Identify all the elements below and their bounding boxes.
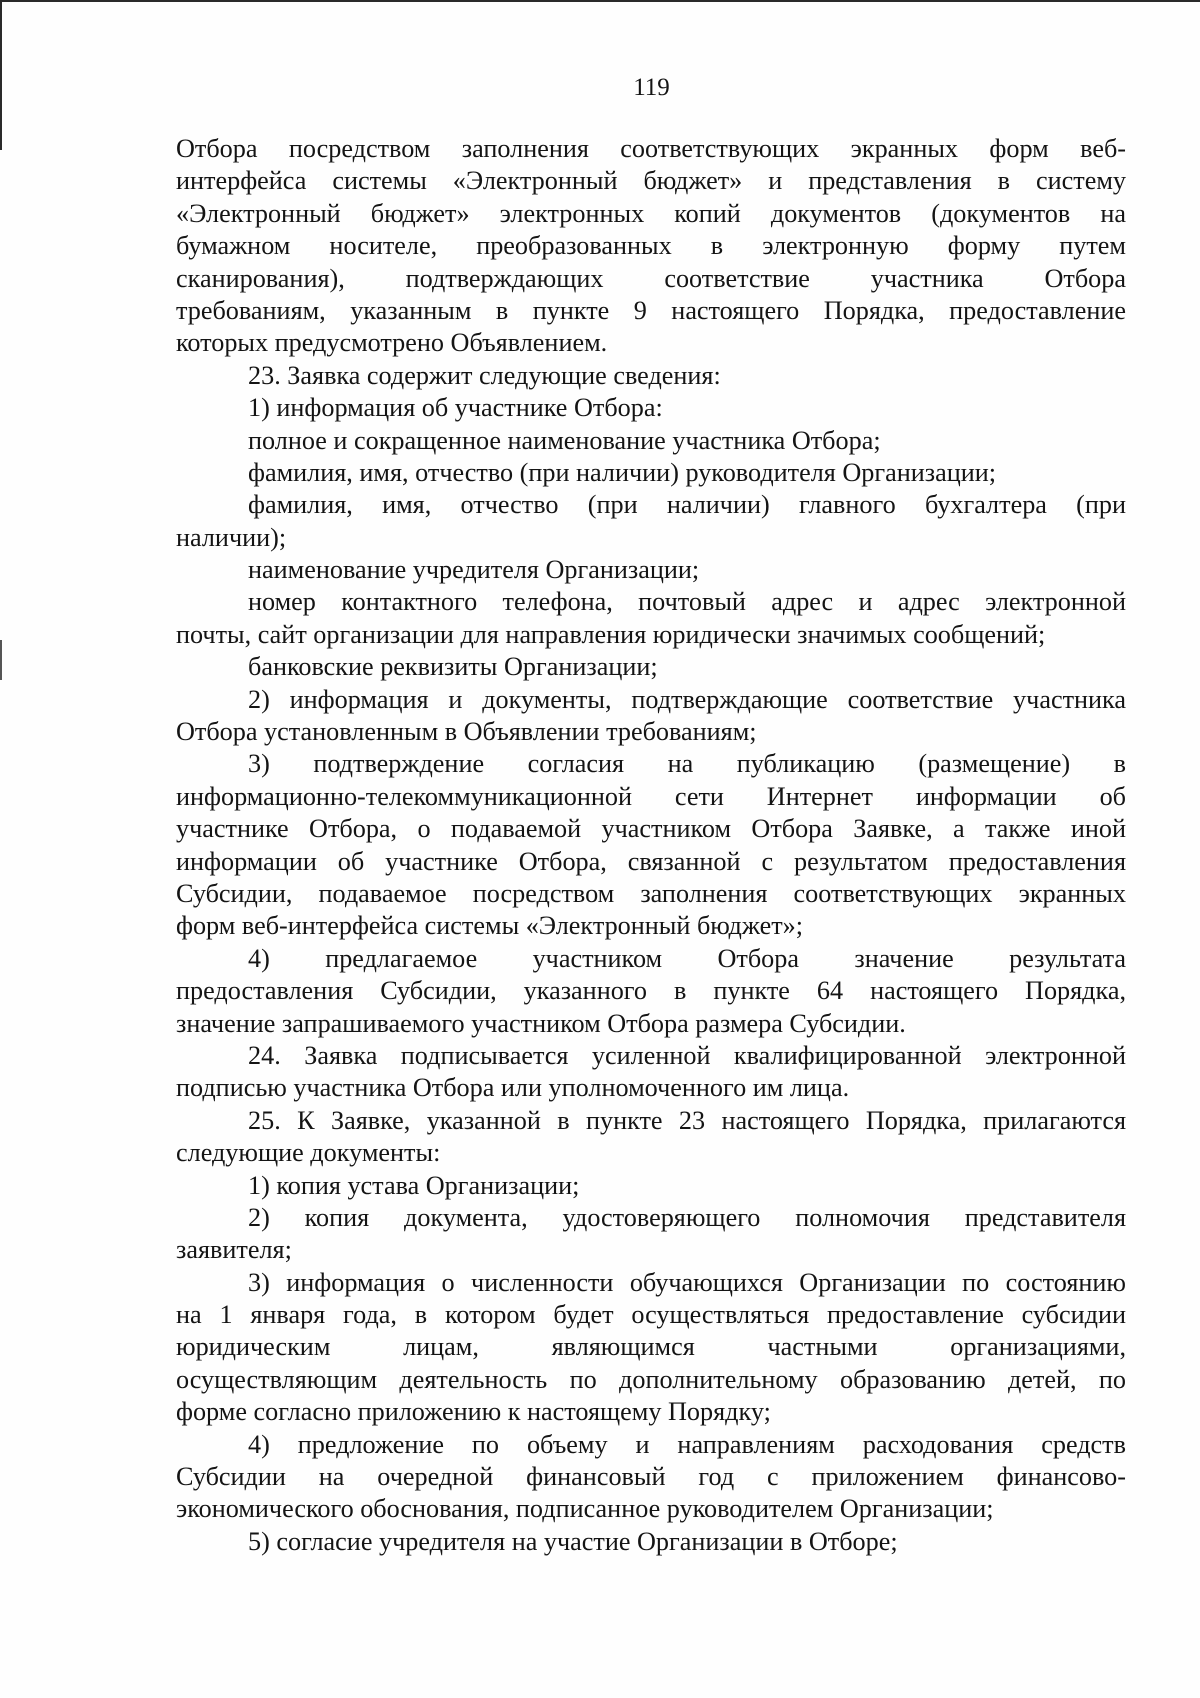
text-line: 2) копия документа, удостоверяющего полномочия представителя — [248, 1202, 1126, 1232]
scan-border-top — [0, 0, 1200, 2]
text-line: фамилия, имя, отчество (при наличии) главного бухгалтера (при — [248, 490, 1126, 520]
text-line: 3) информация о численности обучающихся Организации по состоянию — [248, 1267, 1126, 1297]
text-line: 25. К Заявке, указанной в пункте 23 настоящего Порядка, прилагаются — [248, 1105, 1126, 1135]
text-line: предоставления Субсидии, указанного в пункте 64 настоящего Порядка, — [176, 976, 1126, 1006]
text-line: банковские реквизиты Организации; — [248, 652, 658, 682]
text-line: наличии); — [176, 522, 287, 552]
text-line: 2) информация и документы, подтверждающие соответствие участника — [248, 684, 1126, 714]
page-number: 119 — [633, 74, 670, 101]
text-line: интерфейса системы «Электронный бюджет» и представления в систему — [176, 166, 1126, 196]
text-line: участнике Отбора, о подаваемой участником Отбора Заявке, а также иной — [176, 814, 1126, 844]
text-line: осуществляющим деятельность по дополнительному образованию детей, по — [176, 1364, 1126, 1394]
text-line: номер контактного телефона, почтовый адрес и адрес электронной — [248, 587, 1126, 617]
text-line: Субсидии на очередной финансовый год с приложением финансово- — [176, 1462, 1126, 1492]
text-line: 4) предлагаемое участником Отбора значение результата — [248, 943, 1126, 973]
text-line: 24. Заявка подписывается усиленной квалифицированной электронной — [248, 1040, 1126, 1070]
text-line: на 1 января года, в котором будет осуществляться предоставление субсидии — [176, 1300, 1126, 1330]
text-line: сканирования), подтверждающих соответствие участника Отбора — [176, 263, 1126, 293]
text-line: 1) копия устава Организации; — [248, 1170, 580, 1200]
scan-mark-left — [0, 640, 2, 680]
text-line: «Электронный бюджет» электронных копий документов (документов на — [176, 198, 1126, 228]
text-line: требованиям, указанным в пункте 9 настоящего Порядка, предоставление — [176, 295, 1126, 325]
text-line: которых предусмотрено Объявлением. — [176, 328, 608, 358]
text-line: Отбора установленным в Объявлении требованиям; — [176, 717, 757, 747]
text-line: следующие документы: — [176, 1138, 441, 1168]
text-line: форм веб-интерфейса системы «Электронный бюджет»; — [176, 911, 804, 941]
text-line: юридическим лицам, являющимся частными организациями, — [176, 1332, 1126, 1362]
text-line: 23. Заявка содержит следующие сведения: — [248, 360, 721, 390]
text-line: подписью участника Отбора или уполномоченного им лица. — [176, 1073, 850, 1103]
text-line: Отбора посредством заполнения соответствующих экранных форм веб- — [176, 134, 1126, 163]
text-line: почты, сайт организации для направления юридически значимых сообщений; — [176, 619, 1046, 649]
text-line: Субсидии, подаваемое посредством заполнения соответствующих экранных — [176, 878, 1126, 908]
text-line: 4) предложение по объему и направлениям расходования средств — [248, 1429, 1126, 1459]
text-line: форме согласно приложению к настоящему Порядку; — [176, 1397, 771, 1427]
text-line: фамилия, имя, отчество (при наличии) руководителя Организации; — [248, 457, 997, 487]
text-line: заявителя; — [176, 1235, 292, 1265]
text-line: полное и сокращенное наименование участника Отбора; — [248, 425, 881, 455]
document-body — [176, 133, 1126, 1558]
text-line: информационно-телекоммуникационной сети Интернет информации об — [176, 781, 1126, 811]
text-line: 1) информация об участнике Отбора: — [248, 393, 663, 423]
text-line: экономического обоснования, подписанное руководителем Организации; — [176, 1494, 994, 1524]
text-line: значение запрашиваемого участником Отбора размера Субсидии. — [176, 1008, 906, 1038]
text-line: бумажном носителе, преобразованных в электронную форму путем — [176, 231, 1126, 261]
text-line: информации об участнике Отбора, связанной с результатом предоставления — [176, 846, 1126, 876]
text-line: 3) подтверждение согласия на публикацию (размещение) в — [248, 749, 1126, 779]
text-line: 5) согласие учредителя на участие Организации в Отборе; — [248, 1526, 898, 1556]
text-line: наименование учредителя Организации; — [248, 555, 700, 585]
